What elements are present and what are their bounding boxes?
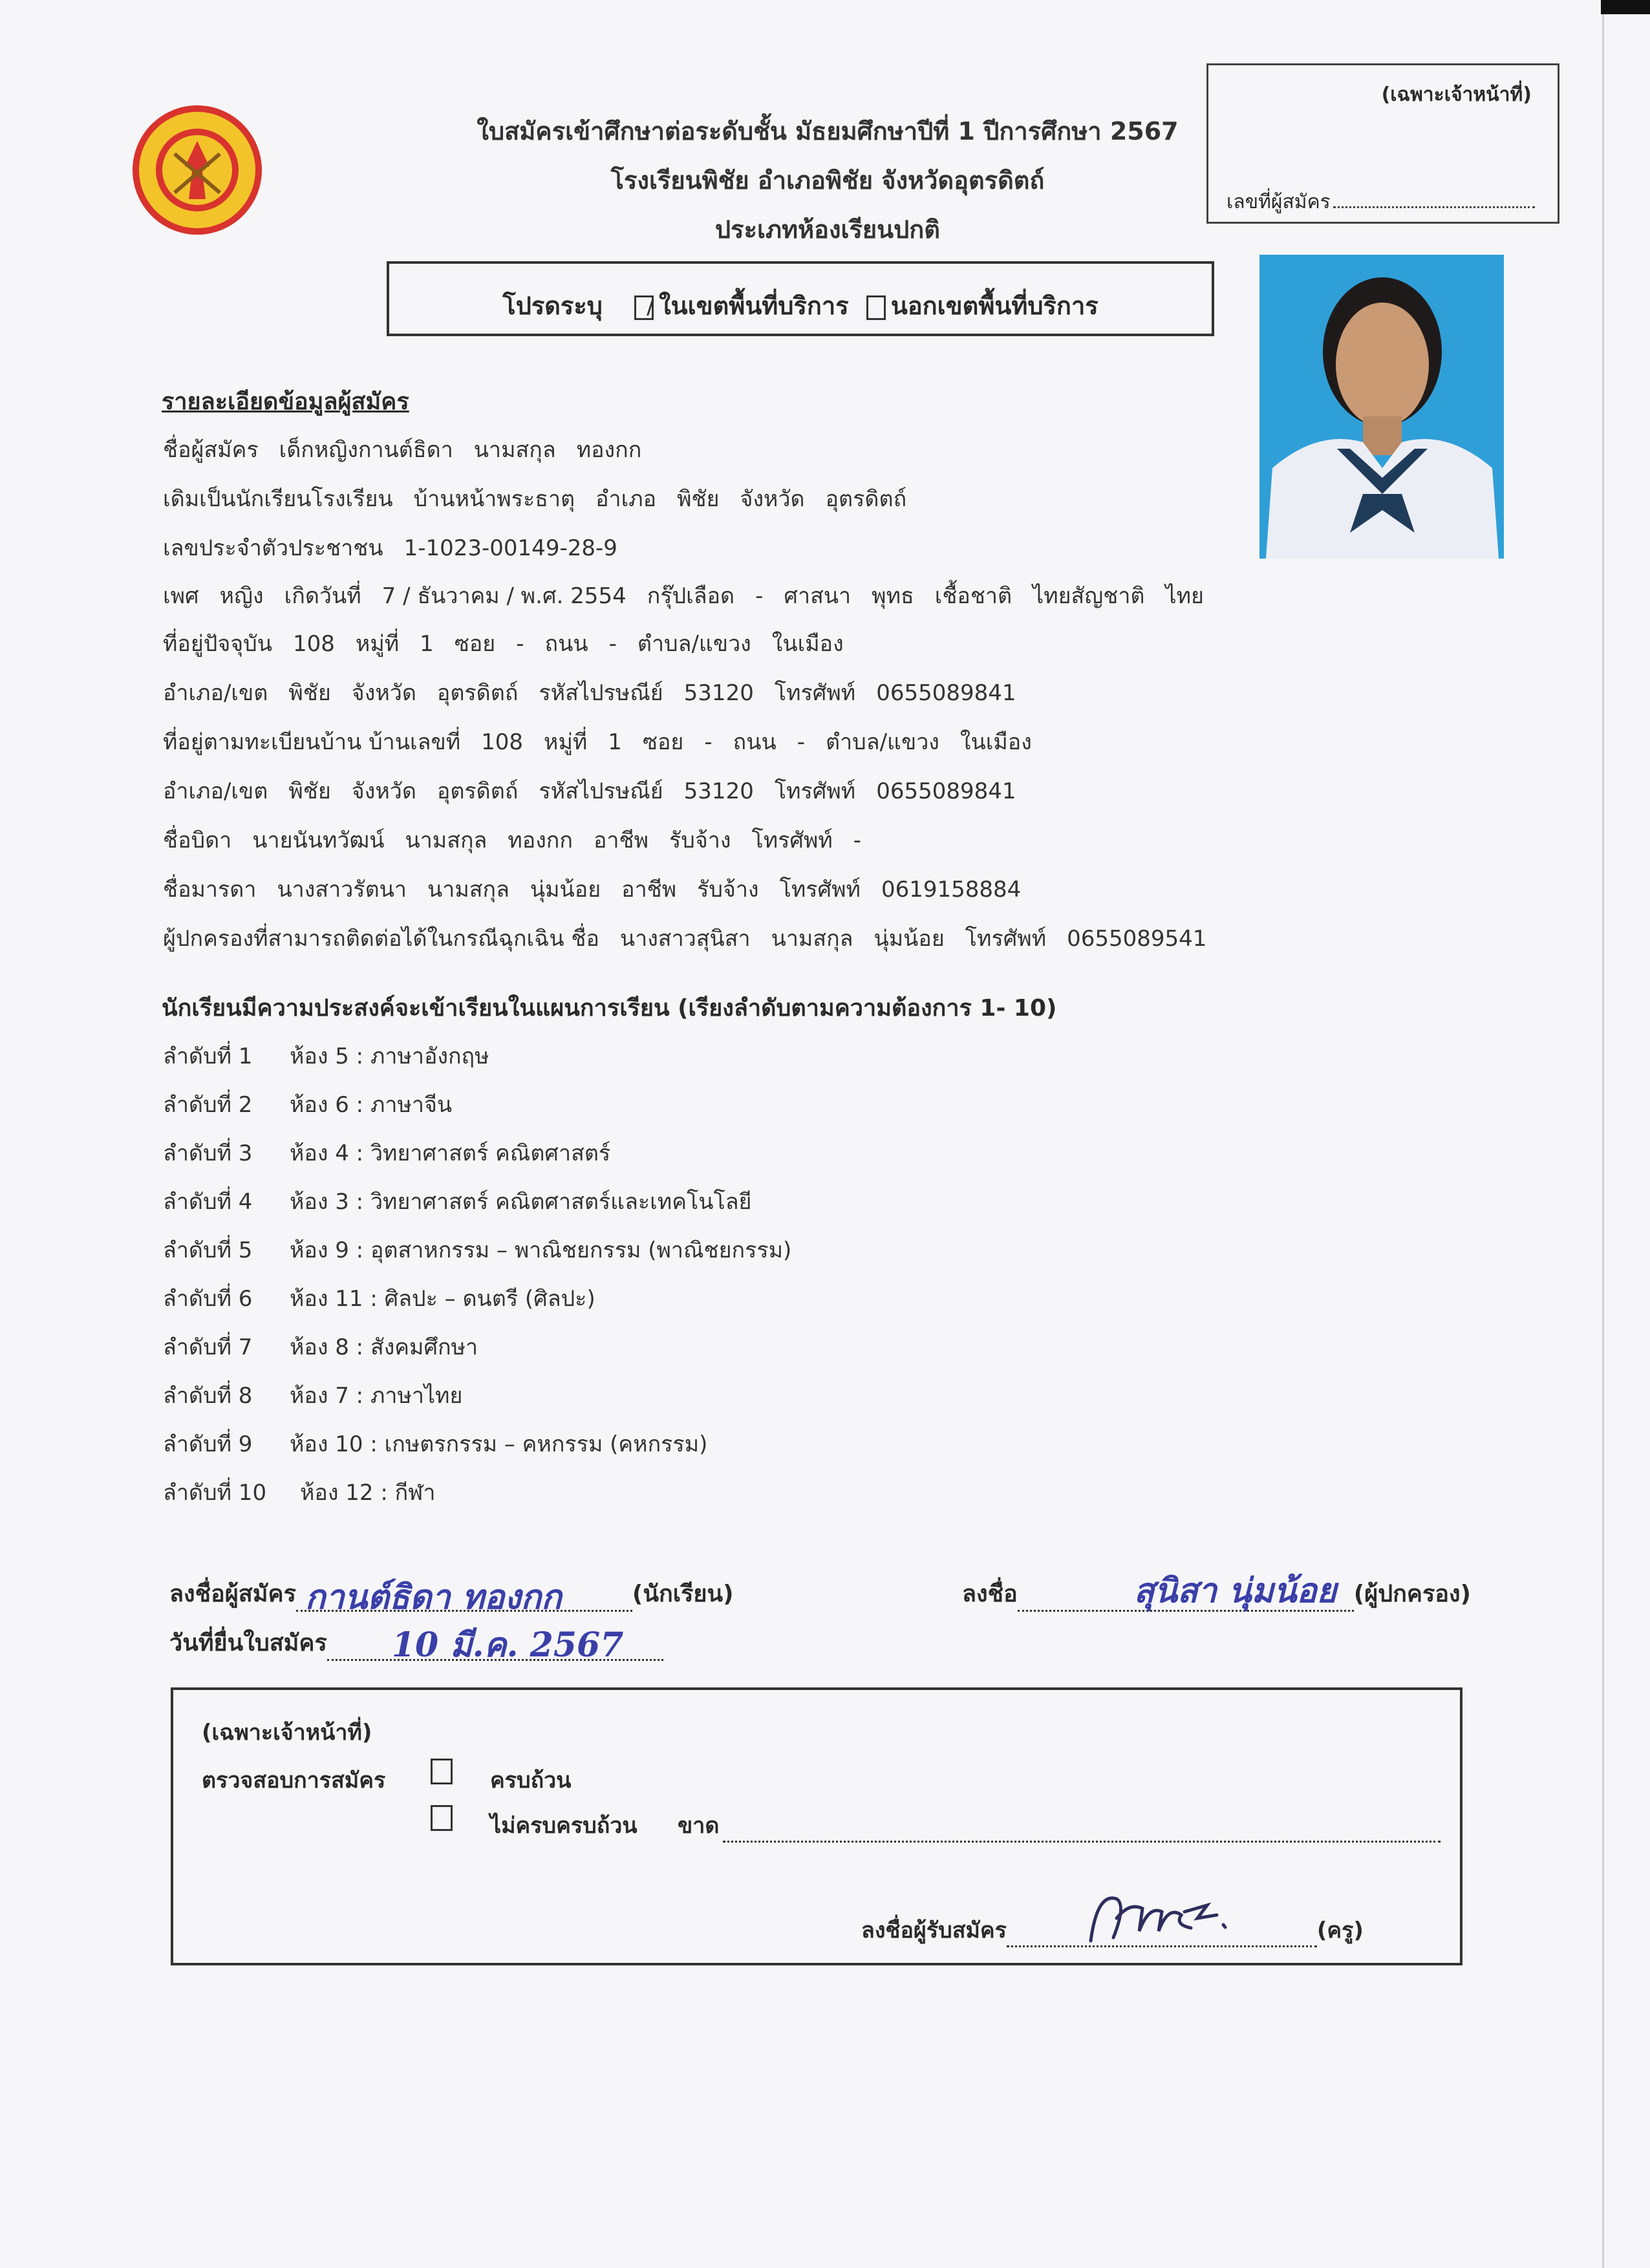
field-text: จังหวัด: [351, 778, 416, 804]
outside-zone-checkbox[interactable]: [866, 295, 886, 320]
applicant-photo: [1259, 255, 1504, 559]
field-text: นุ่มน้อย: [530, 877, 601, 903]
preference-room: ห้อง 6 : ภาษาจีน: [290, 1092, 453, 1118]
field-text: โทรศัพท์: [965, 926, 1047, 952]
field-text: นามสกุล: [771, 926, 853, 952]
preference-item: [163, 1475, 456, 1510]
field-text: ซอย: [642, 729, 684, 755]
scan-corner-mark: [1601, 0, 1650, 14]
office-use-title: (เฉพาะเจ้าหน้าที่): [1381, 83, 1532, 106]
applicant-signature-line[interactable]: [296, 1578, 632, 1617]
mother-line: [163, 872, 1042, 906]
field-text: เด็กหญิงกานต์ธิดา: [279, 437, 453, 463]
applicant-handwriting: กานต์ธิดา ทองกก: [305, 1578, 562, 1617]
field-text: ชื่อบิดา: [163, 828, 232, 853]
preference-item: [163, 1087, 473, 1122]
field-text: อาชีพ: [593, 828, 648, 853]
field-text: 0655089541: [1067, 926, 1207, 952]
personal-info-line: [163, 578, 1225, 613]
school-logo: [129, 102, 265, 238]
field-text: อุตรดิตถ์: [436, 778, 519, 804]
field-text: -: [516, 631, 524, 657]
field-text: เลขประจำตัวประชาชน: [163, 535, 383, 561]
field-text: นุ่มน้อย: [873, 926, 945, 952]
father-line: [163, 822, 882, 857]
preference-item: [163, 1329, 498, 1364]
field-text: อำเภอ/เขต: [163, 778, 268, 804]
outside-zone-label: นอกเขตพื้นที่บริการ: [890, 292, 1098, 320]
field-text: เพศ: [163, 583, 199, 609]
zone-prompt: โปรดระบุ: [502, 292, 603, 320]
field-text: อำเภอ: [595, 486, 657, 512]
receiver-role: (ครู): [1316, 1918, 1364, 1943]
field-text: อาชีพ: [621, 877, 677, 903]
preference-rank: ลำดับที่ 6: [163, 1286, 253, 1312]
field-text: 1-1023-00149-28-9: [403, 535, 617, 561]
field-text: โทรศัพท์: [774, 778, 856, 804]
service-zone-box: [387, 261, 1214, 336]
preference-rank: ลำดับที่ 1: [163, 1043, 253, 1069]
field-text: รับจ้าง: [697, 877, 759, 903]
scan-edge: [1602, 0, 1604, 2268]
preference-item: [163, 1281, 616, 1316]
field-text: 0655089841: [876, 680, 1016, 706]
preference-rank: ลำดับที่ 4: [163, 1189, 253, 1215]
preference-rank: ลำดับที่ 9: [163, 1431, 253, 1457]
office-use-box: [1206, 63, 1559, 224]
date-handwriting: 10 มี.ค. 2567: [391, 1625, 624, 1665]
staff-use-title: (เฉพาะเจ้าหน้าที่): [202, 1720, 372, 1746]
application-number-dotline: [1333, 191, 1535, 208]
field-text: -: [755, 583, 764, 609]
field-text: ไทยสัญชาติ: [1033, 583, 1145, 609]
field-text: นามสกุล: [473, 437, 556, 463]
receiver-signature-row: [861, 1912, 1364, 1947]
field-text: ตำบล/แขวง: [826, 729, 939, 755]
field-text: จังหวัด: [351, 680, 416, 706]
preference-room: ห้อง 12 : กีฬา: [300, 1480, 436, 1506]
field-text: -: [608, 631, 617, 657]
field-text: พิชัย: [288, 680, 331, 706]
applicant-section-title: รายละเอียดข้อมูลผู้สมัคร: [162, 389, 409, 415]
school-line: โรงเรียนพิชัย อำเภอพิชัย จังหวัดอุตรดิตถ์: [610, 166, 1045, 195]
inside-zone-checkbox[interactable]: [634, 295, 654, 320]
field-text: อำเภอ/เขต: [163, 680, 268, 706]
field-text: หญิง: [219, 583, 264, 609]
national-id-line: [163, 530, 638, 565]
receiver-signature-scribble: [1078, 1879, 1246, 1951]
field-text: 53120: [683, 778, 754, 804]
field-text: 53120: [683, 680, 754, 706]
application-date-row: [169, 1624, 663, 1665]
field-text: 0655089841: [876, 778, 1016, 804]
preference-item: [163, 1184, 772, 1219]
field-text: พุทธ: [872, 583, 914, 609]
field-text: -: [797, 729, 805, 755]
preference-room: ห้อง 7 : ภาษาไทย: [290, 1383, 463, 1409]
field-text: ศาสนา: [784, 583, 852, 609]
preference-room: ห้อง 11 : ศิลปะ – ดนตรี (ศิลปะ): [290, 1286, 595, 1312]
preference-room: ห้อง 3 : วิทยาศาสตร์ คณิตศาสตร์และเทคโนโลยี: [290, 1189, 752, 1215]
preference-title: นักเรียนมีความประสงค์จะเข้าเรียนในแผนการเรียน (เรียงลำดับตามความต้องการ 1- 10): [162, 995, 1057, 1022]
field-text: 7 / ธันวาคม / พ.ศ. 2554: [381, 583, 627, 609]
field-text: ทองกก: [576, 437, 642, 463]
field-text: 108: [293, 631, 335, 657]
field-text: นางสาวรัตนา: [277, 877, 407, 903]
field-text: พิชัย: [677, 486, 720, 512]
field-text: ถนน: [544, 631, 588, 657]
applicant-name-line: [163, 432, 662, 467]
field-text: โทรศัพท์: [774, 680, 856, 706]
field-text: ซอย: [454, 631, 496, 657]
field-text: เดิมเป็นนักเรียนโรงเรียน: [163, 486, 393, 512]
field-text: กรุ๊ปเลือด: [647, 583, 735, 609]
missing-dotline: [723, 1820, 1441, 1843]
field-text: ในเมือง: [959, 729, 1032, 755]
parent-signature-row: [962, 1571, 1471, 1612]
missing-field[interactable]: [678, 1808, 1441, 1843]
preference-rank: ลำดับที่ 3: [163, 1140, 253, 1166]
field-text: รหัสไปรษณีย์: [539, 778, 663, 804]
preference-rank: ลำดับที่ 2: [163, 1092, 253, 1118]
parent-role: (ผู้ปกครอง): [1353, 1581, 1471, 1607]
field-text: -: [704, 729, 712, 755]
receiver-signature-label: ลงชื่อผู้รับสมัคร: [861, 1918, 1007, 1943]
previous-school-line: [163, 481, 927, 516]
registered-address-line: [163, 724, 1053, 759]
preference-rank: ลำดับที่ 5: [163, 1237, 253, 1263]
application-number-label: เลขที่ผู้สมัคร: [1227, 191, 1331, 213]
field-text: ไทย: [1165, 583, 1204, 609]
field-text: รหัสไปรษณีย์: [539, 680, 663, 706]
field-text: นามสกุล: [405, 828, 488, 853]
field-text: นามสกุล: [427, 877, 509, 903]
inside-zone-label: ในเขตพื้นที่บริการ: [659, 292, 849, 320]
current-address-district-line: [163, 675, 1037, 710]
field-text: ผู้ปกครองที่สามารถติดต่อได้ในกรณีฉุกเฉิน ชื่อ: [163, 926, 599, 952]
field-text: 1: [420, 631, 434, 657]
field-text: บ้านหน้าพระธาตุ: [413, 486, 575, 512]
preference-item: [163, 1426, 728, 1461]
field-text: นายนันทวัฒน์: [252, 828, 385, 853]
complete-checkbox[interactable]: [431, 1759, 453, 1784]
field-text: จังหวัด: [740, 486, 805, 512]
field-text: ที่อยู่ตามทะเบียนบ้าน บ้านเลขที่: [163, 729, 461, 755]
preference-rank: ลำดับที่ 7: [163, 1334, 253, 1360]
parent-signature-line[interactable]: [1018, 1571, 1354, 1612]
field-text: เชื้อชาติ: [934, 583, 1012, 609]
field-text: หมู่ที่: [544, 729, 588, 755]
preference-item: [163, 1232, 812, 1267]
application-number-field[interactable]: [1227, 187, 1535, 217]
form-title: ใบสมัครเข้าศึกษาต่อระดับชั้น มัธยมศึกษาปีที่ 1 ปีการศึกษา 2567: [477, 117, 1179, 145]
field-text: นางสาวสุนิสา: [619, 926, 751, 952]
receiver-signature-line[interactable]: [1007, 1925, 1317, 1947]
field-text: ในเมือง: [771, 631, 844, 657]
field-text: ตำบล/แขวง: [637, 631, 751, 657]
field-text: เกิดวันที่: [284, 583, 361, 609]
preference-room: ห้อง 10 : เกษตรกรรม – คหกรรม (คหกรรม): [290, 1431, 708, 1457]
application-date-line[interactable]: [327, 1625, 663, 1665]
missing-label: ขาด: [678, 1813, 720, 1839]
field-text: อุตรดิตถ์: [436, 680, 519, 706]
preference-rank: ลำดับที่ 10: [163, 1480, 267, 1506]
current-address-line: [163, 626, 864, 661]
staff-use-box: [171, 1687, 1462, 1965]
parent-handwriting: สุนิสา นุ่มน้อย: [1133, 1571, 1337, 1610]
registered-address-district-line: [163, 773, 1037, 808]
field-text: -: [853, 828, 862, 853]
check-application-label: ตรวจสอบการสมัคร: [202, 1768, 386, 1793]
preference-rank: ลำดับที่ 8: [163, 1383, 253, 1409]
field-text: โทรศัพท์: [779, 877, 861, 903]
field-text: 1: [608, 729, 622, 755]
applicant-signature-label: ลงชื่อผู้สมัคร: [169, 1581, 296, 1607]
field-text: อุตรดิตถ์: [825, 486, 907, 512]
applicant-role: (นักเรียน): [632, 1581, 734, 1607]
field-text: 108: [481, 729, 524, 755]
preference-item: [163, 1135, 631, 1170]
complete-label: ครบถ้วน: [490, 1768, 572, 1793]
incomplete-checkbox[interactable]: [431, 1805, 453, 1831]
guardian-line: [163, 921, 1227, 956]
field-text: ชื่อผู้สมัคร: [163, 437, 259, 463]
field-text: ทองกก: [508, 828, 573, 853]
preference-room: ห้อง 5 : ภาษาอังกฤษ: [290, 1043, 489, 1069]
field-text: โทรศัพท์: [751, 828, 833, 853]
preference-item: [163, 1378, 483, 1413]
parent-signature-label: ลงชื่อ: [962, 1581, 1018, 1607]
field-text: หมู่ที่: [355, 631, 400, 657]
field-text: ชื่อมารดา: [163, 877, 257, 903]
field-text: 0619158884: [881, 877, 1022, 903]
classroom-type: ประเภทห้องเรียนปกติ: [715, 215, 940, 244]
preference-room: ห้อง 9 : อุตสาหกรรม – พาณิชยกรรม (พาณิชยกรรม): [290, 1237, 792, 1263]
preference-item: [163, 1038, 510, 1073]
field-text: ที่อยู่ปัจจุบัน: [163, 631, 273, 657]
field-text: พิชัย: [288, 778, 331, 804]
preference-room: ห้อง 4 : วิทยาศาสตร์ คณิตศาสตร์: [290, 1140, 611, 1166]
incomplete-label: ไม่ครบครบถ้วน: [490, 1813, 638, 1839]
preference-room: ห้อง 8 : สังคมศึกษา: [290, 1334, 478, 1360]
application-date-label: วันที่ยื่นใบสมัคร: [169, 1630, 327, 1656]
field-text: ถนน: [733, 729, 777, 755]
applicant-signature-row: [169, 1575, 734, 1617]
field-text: รับจ้าง: [669, 828, 731, 853]
